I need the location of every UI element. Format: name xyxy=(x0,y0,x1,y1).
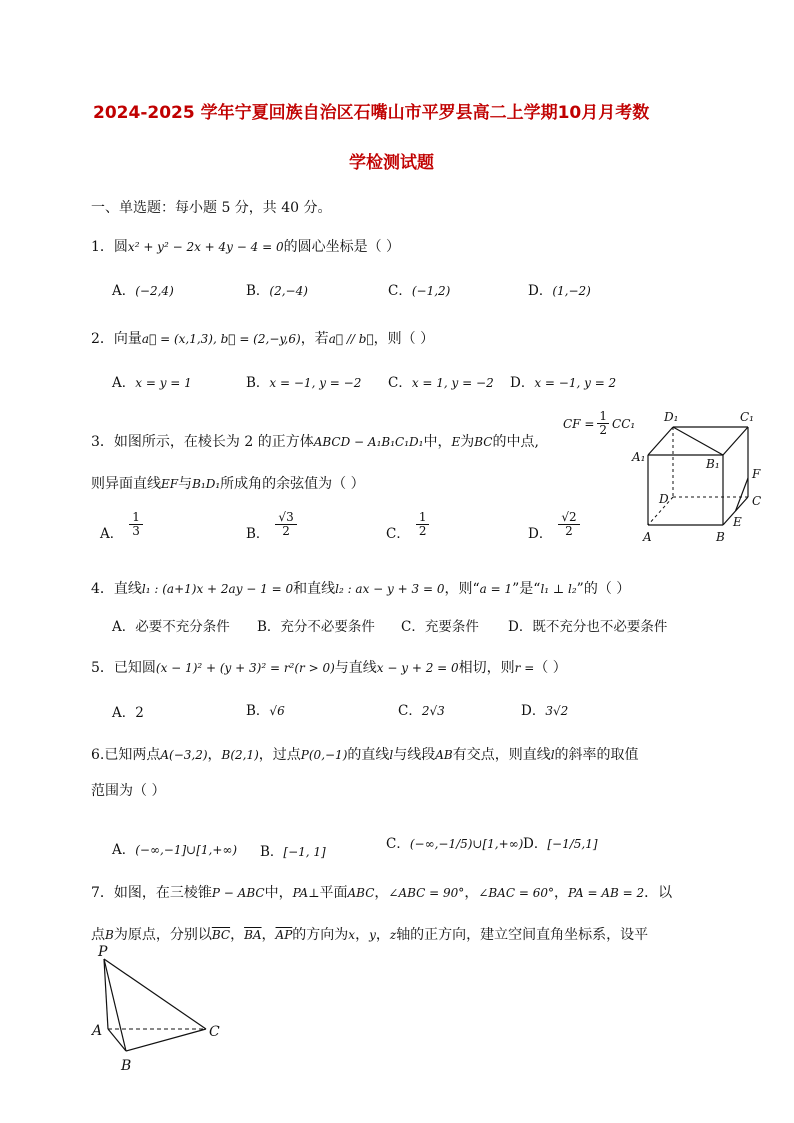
q7-line2-a: 点 xyxy=(91,927,105,943)
q6-d: 与线段 xyxy=(393,747,436,763)
q3-line1-c: 为 xyxy=(460,434,475,450)
q5-option-b-text: √6 xyxy=(269,704,285,718)
q3-cube-figure xyxy=(628,405,778,550)
cube-label-c: C xyxy=(752,494,762,508)
q6-option-b-label: B． xyxy=(260,844,284,860)
q7-line2-c: 的方向为 xyxy=(292,927,349,943)
q1-suffix: 的圆心坐标是（ ） xyxy=(283,239,401,255)
q6-option-c-label: C． xyxy=(386,836,410,852)
q7-abc: ABC xyxy=(347,886,375,900)
q4-perp: l₁ ⊥ l₂ xyxy=(540,582,577,596)
q7-axis-z: z xyxy=(389,928,397,942)
q5-d: （ ） xyxy=(534,660,567,676)
q1-option-c xyxy=(388,279,450,299)
cube-label-f: F xyxy=(752,467,761,481)
q6-point-p: P(0,−1) xyxy=(300,748,348,762)
q7-pyramid-figure xyxy=(88,943,228,1078)
q1-option-d-text: (1,−2) xyxy=(552,284,591,298)
q3-option-c-frac xyxy=(416,511,430,538)
q7-line2-b: 为原点，分别以 xyxy=(113,927,212,943)
cube-label-b1: B₁ xyxy=(706,457,720,471)
q3-option-d-num: √2 xyxy=(558,511,579,525)
q6-c: 的直线 xyxy=(347,747,390,763)
q5-option-c-text: 2√3 xyxy=(421,704,445,718)
cube-label-e: E xyxy=(733,515,742,529)
q7-vec-bc: $\overline{BC}$ xyxy=(211,928,231,942)
q5-line: x − y + 2 = 0 xyxy=(376,661,459,675)
q5-eq: (x − 1)² + (y + 3)² = r²(r > 0) xyxy=(155,661,335,675)
q4-a: 4．直线 xyxy=(91,581,142,597)
q3-option-a-den: 3 xyxy=(132,524,140,538)
q3-line2-b: 与 xyxy=(178,476,193,492)
q3-cf-rhs: CC₁ xyxy=(612,416,636,431)
q1-option-a-text: (−2,4) xyxy=(135,284,174,298)
q3-option-c-den: 2 xyxy=(418,524,427,538)
q3-option-b-den: 2 xyxy=(282,524,290,538)
q3-option-d-den: 2 xyxy=(565,524,573,538)
q7-vec-ba: $\overline{BA}$ xyxy=(244,928,262,942)
q3-option-c-num: 1 xyxy=(416,511,430,525)
page-title-line1: 2024-2025 学年宁夏回族自治区石嘴山市平罗县高二上学期10月月考数 xyxy=(93,103,650,123)
q5-r: r = xyxy=(514,661,535,675)
q7-a: 7．如图，在三棱锥 xyxy=(91,885,212,901)
q4-option-a xyxy=(112,615,230,635)
q7-pa: PA⊥ xyxy=(292,886,320,900)
q3-option-b-label: B． xyxy=(246,526,270,542)
q7-e: ， xyxy=(464,885,479,901)
q5-a: 5．已知圆 xyxy=(91,660,156,676)
q5-option-a xyxy=(112,701,144,721)
q7-axis-x: x xyxy=(348,928,356,942)
q7-s1: ， xyxy=(230,927,245,943)
q4-e: ”的（ ） xyxy=(576,581,631,597)
q3-line2-a: 则异面直线 xyxy=(91,476,161,492)
q2-option-a xyxy=(112,371,192,391)
q2-option-b xyxy=(246,371,361,391)
q1-option-b xyxy=(246,279,308,299)
q7-ang1: ∠ABC = 90° xyxy=(388,886,465,900)
page-title-line2: 学检测试题 xyxy=(349,153,434,173)
q4-l1: l₁ : (a+1)x + 2ay − 1 = 0 xyxy=(141,582,294,596)
q7-vec-ap: $\overline{AP}$ xyxy=(275,928,293,942)
q4-option-d xyxy=(508,615,667,635)
q5-option-c-label: C． xyxy=(398,703,422,719)
q7-b: 中， xyxy=(264,885,293,901)
q5-option-d xyxy=(521,699,568,719)
q4-option-d-text: 既不充分也不必要条件 xyxy=(532,619,668,635)
q3-option-d-label: D． xyxy=(528,526,553,542)
q3-cf-fraction xyxy=(597,410,609,437)
q3-option-b xyxy=(246,511,297,542)
pyramid-label-c: C xyxy=(209,1024,220,1040)
q2-option-a-label: A． xyxy=(112,375,136,391)
cube-label-d1: D₁ xyxy=(664,410,679,424)
q3-b1d1: B₁D₁ xyxy=(192,477,221,491)
q2-suffix: ，则（ ） xyxy=(373,331,435,347)
q7-s2: ， xyxy=(261,927,276,943)
q7-pabc: P − ABC xyxy=(211,886,265,900)
q1-option-b-text: (2,−4) xyxy=(269,284,308,298)
q4-d: ”是“ xyxy=(512,581,541,597)
question-3-line1 xyxy=(91,431,539,451)
q4-option-c xyxy=(401,615,479,635)
question-6-line1 xyxy=(91,744,639,764)
q4-b: 和直线 xyxy=(293,581,336,597)
q3-line1-d: 的中点, xyxy=(492,434,539,450)
q2-option-b-text: x = −1, y = −2 xyxy=(269,376,362,390)
q6-a: 6.已知两点 xyxy=(91,747,161,763)
q3-cube: ABCD − A₁B₁C₁D₁ xyxy=(313,435,424,449)
q7-c: 平面 xyxy=(319,885,348,901)
q7-cm1: ， xyxy=(355,927,370,943)
q4-option-b-text: 充分不必要条件 xyxy=(280,619,375,635)
q5-option-a-text: 2 xyxy=(135,705,144,721)
q2-option-b-label: B． xyxy=(246,375,270,391)
q4-option-a-label: A． xyxy=(112,619,136,635)
q2-prefix: 2．向量 xyxy=(91,331,142,347)
q4-option-c-label: C． xyxy=(401,619,425,635)
q1-option-c-text: (−1,2) xyxy=(411,284,451,298)
q6-option-c-text: (−∞,−1/5)∪[1,+∞) xyxy=(409,837,524,851)
q6-option-a-label: A． xyxy=(112,842,136,858)
q6-option-b-text: [−1, 1] xyxy=(283,845,326,859)
q3-cf-formula xyxy=(563,410,635,437)
q7-cm2: ， xyxy=(375,927,390,943)
q6-option-a xyxy=(112,838,237,858)
q1-option-c-label: C． xyxy=(388,283,412,299)
q2-option-c xyxy=(388,371,494,391)
q2-option-c-label: C． xyxy=(388,375,412,391)
q2-mid: ，若 xyxy=(300,331,329,347)
q6-ab: AB xyxy=(435,748,453,762)
q6-sep: ， xyxy=(207,747,222,763)
q3-ef: EF xyxy=(161,477,179,491)
q1-equation: x² + y² − 2x + 4y − 4 = 0 xyxy=(127,240,284,254)
q2-option-d-text: x = −1, y = 2 xyxy=(534,376,617,390)
q1-option-a-label: A． xyxy=(112,283,136,299)
q2-vectors: a⃗ = (x,1,3), b⃗ = (2,−y,6) xyxy=(141,332,301,346)
cube-label-c1: C₁ xyxy=(740,410,754,424)
q3-cf-lhs: CF = xyxy=(563,416,595,431)
pyramid-label-a: A xyxy=(92,1023,103,1039)
q5-option-c xyxy=(398,699,445,719)
q6-b: ，过点 xyxy=(258,747,301,763)
q1-option-d xyxy=(528,279,591,299)
q6-e: 有交点，则直线 xyxy=(452,747,551,763)
q6-point-b: B(2,1) xyxy=(221,748,259,762)
q4-option-a-text: 必要不充分条件 xyxy=(135,619,230,635)
q2-option-d-label: D． xyxy=(510,375,535,391)
question-5 xyxy=(91,657,567,677)
q4-l2: l₂ : ax − y + 3 = 0 xyxy=(335,582,445,596)
q5-option-b-label: B． xyxy=(246,703,270,719)
q2-condition: a⃗ // b⃗ xyxy=(328,332,374,346)
q6-point-a: A(−3,2) xyxy=(160,748,208,762)
question-2 xyxy=(91,328,434,348)
question-3-line2 xyxy=(91,473,365,493)
q3-option-d xyxy=(528,511,580,542)
q3-option-a-frac xyxy=(129,511,143,538)
q1-option-a xyxy=(112,279,174,299)
q3-option-b-num: √3 xyxy=(275,511,296,525)
q2-option-a-text: x = y = 1 xyxy=(135,376,192,390)
q4-option-c-text: 充要条件 xyxy=(424,619,479,635)
q4-option-b-label: B． xyxy=(257,619,281,635)
q3-option-b-frac xyxy=(275,511,296,538)
q7-point-b: B xyxy=(105,928,114,942)
q7-g: ．以 xyxy=(644,885,673,901)
q3-option-d-frac xyxy=(558,511,579,538)
q3-cf-num: 1 xyxy=(599,409,608,423)
cube-label-a1: A₁ xyxy=(632,450,646,464)
q6-option-d xyxy=(523,832,598,852)
q3-option-c xyxy=(386,511,429,542)
cube-label-a: A xyxy=(643,530,652,544)
section-heading: 一、单选题：每小题 5 分，共 40 分。 xyxy=(91,200,332,216)
q7-axis-y: y xyxy=(369,928,376,942)
q4-option-b xyxy=(257,615,375,635)
q6-option-b xyxy=(260,840,326,860)
question-7-line1 xyxy=(91,882,672,902)
q3-cf-den: 2 xyxy=(599,423,608,437)
q2-option-d xyxy=(510,371,616,391)
question-4 xyxy=(91,578,630,598)
q5-b: 与直线 xyxy=(334,660,377,676)
question-6-line2: 范围为（ ） xyxy=(91,783,166,799)
q4-cond: a = 1 xyxy=(479,582,513,596)
q1-prefix: 1．圆 xyxy=(91,239,128,255)
q6-option-d-text: [−1/5,1] xyxy=(547,837,598,851)
q4-c: ，则“ xyxy=(444,581,480,597)
q3-line1-a: 3．如图所示，在棱长为 2 的正方体 xyxy=(91,434,314,450)
cube-label-d: D xyxy=(659,492,669,506)
q5-c: 相切，则 xyxy=(458,660,515,676)
cube-label-b: B xyxy=(716,530,725,544)
q2-option-c-text: x = 1, y = −2 xyxy=(411,376,494,390)
question-1 xyxy=(91,236,400,256)
q6-option-d-label: D． xyxy=(523,836,548,852)
q4-option-d-label: D． xyxy=(508,619,533,635)
q6-option-a-text: (−∞,−1]∪[1,+∞) xyxy=(135,843,238,857)
q6-l2: l xyxy=(550,748,555,762)
q7-f: ， xyxy=(554,885,568,901)
question-7-line2 xyxy=(91,924,648,944)
q3-line2-c: 所成角的余弦值为（ ） xyxy=(220,476,365,492)
pyramid-label-b: B xyxy=(121,1058,132,1074)
q5-option-a-label: A． xyxy=(112,705,136,721)
q5-option-d-label: D． xyxy=(521,703,546,719)
q1-option-b-label: B． xyxy=(246,283,270,299)
q3-option-a-label: A． xyxy=(100,526,124,542)
q7-line2-d: 轴的正方向，建立空间直角坐标系，设平 xyxy=(396,927,649,943)
q3-bc: BC xyxy=(474,435,493,449)
pyramid-label-p: P xyxy=(98,944,108,960)
q1-option-d-label: D． xyxy=(528,283,553,299)
q7-eqs: PA = AB = 2 xyxy=(568,886,645,900)
q5-option-d-text: 3√2 xyxy=(545,704,569,718)
q7-d: ， xyxy=(374,885,389,901)
q6-f: 的斜率的取值 xyxy=(554,747,639,763)
q3-option-a-num: 1 xyxy=(129,511,143,525)
q3-option-c-label: C． xyxy=(386,526,410,542)
q6-option-c xyxy=(386,832,523,852)
q6-l: l xyxy=(389,748,394,762)
q3-line1-b: 中， xyxy=(423,434,452,450)
q5-option-b xyxy=(246,699,285,719)
q3-point-e: E xyxy=(451,435,461,449)
q7-ang2: ∠BAC = 60° xyxy=(478,886,554,900)
q3-option-a xyxy=(100,511,143,542)
